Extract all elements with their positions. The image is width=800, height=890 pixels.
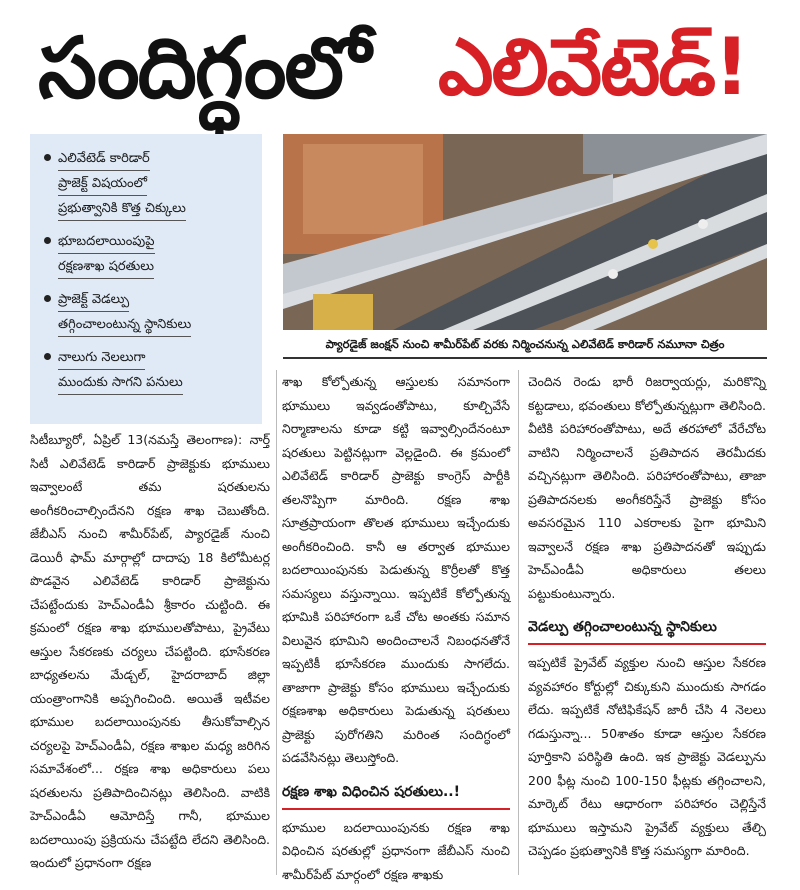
bullet-dot-icon: [44, 353, 51, 360]
subheading: రక్షణ శాఖ విధించిన షరతులు..!: [282, 778, 510, 810]
paragraph: శాఖ కోల్పోతున్న ఆస్తులకు సమానంగా భూములు ఇవ్వడంతోపాటు, కూల్చివేసే నిర్మాణాలను కూడా కట్టి ఇవ్వాల్సిందేనంటూ షరతులు పెట్టినట్లుగా వెల్లడైంది. ఈ క్రమంలో ఎలివేటెడ్ కారిడార్ ప్రాజెక్టు కాంగ్రెస్ పార్టీకి తలనొప్పిగా మారింది. రక్షణ శాఖ సూత్రప్రాయంగా తొలత భూములు ఇచ్చేందుకు అంగీకరించింది. కానీ ఆ తర్వాత భూముల బదలాయింపునకు పెడుతున్న కొర్రీలతో కొత్త సమస్యలు వస్తున్నాయి. ఇప్పటికే కోల్పోతున్న భూమికి పరిహారంగా ఒకే చోట అంతకు సమాన విలువైన భూమిని అందించాలనే నిబంధనతోనే ఇప్పటికీ భూసేకరణ ముందుకు సాగలేదు. తాజాగా ప్రాజెక్టు కోసం భూములు ఇచ్చేందుకు రక్షణశాఖ అధికారులు పెడుతున్న షరతులు ప్రాజెక్టు పురోగతిని మరింత సందిగ్ధంలో పడవేసినట్లు తెలుస్తోంది.: [282, 374, 510, 765]
bullet-line: ప్రాజెక్ట్ విషయంలో: [58, 173, 147, 196]
headline-part1: సందిగ్ధంలో: [38, 19, 369, 117]
bullet-line: ప్రభుత్వానికి కొత్త చిక్కులు: [58, 198, 186, 221]
summary-bullets: [30, 134, 262, 424]
paragraph: సిటీబ్యూరో, ఏప్రిల్ 13(నమస్తే తెలంగాణ): నార్త్ సిటీ ఎలివేటెడ్ కారిడార్ ప్రాజెక్టుకు భూములు ఇవ్వాలంటే తమ షరతులను అంగీకరించాల్సిందేనని రక్షణ శాఖ చెబుతోంది. జేబీఎస్ నుంచి శామీర్‌పేట్, ప్యారడైజ్ నుంచి డెయిరీ ఫామ్ మార్గాల్లో దాదాపు 18 కిలోమీటర్ల పొడవైన ఎలివేటెడ్ కారిడార్ ప్రాజెక్టును చేపట్టేందుకు హెచ్‌ఎండీఏ శ్రీకారం చుట్టింది. ఈ క్రమంలో రక్షణ శాఖ భూములతోపాటు, ప్రైవేటు ఆస్తుల సేకరణకు చర్యలు చేపట్టింది. భూసేకరణ బాధ్యతలను మేడ్చల్, హైదరాబాద్ జిల్లా యంత్రాంగానికి అప్పగించింది. అయితే ఇటీవల భూముల బదలాయింపునకు తీసుకోవాల్సిన చర్యలపై హెచ్‌ఎండీఏ, రక్షణ శాఖల మధ్య జరిగిన సమావేశంలో... రక్షణ శాఖ అధికారులు పలు షరతులను ప్రతిపాదించినట్లు తెలిసింది. వాటికి హెచ్‌ఎండీఏ ఆమోదిస్తే గానీ, భూముల బదలాయింపు ప్రక్రియను చేపట్టేది లేదని తెలిసింది. ఇందులో ప్రధానంగా రక్షణ: [30, 432, 270, 870]
column-divider: [518, 370, 519, 875]
paragraph: ఇప్పటికే ప్రైవేట్ వ్యక్తుల నుంచి ఆస్తుల సేకరణ వ్యవహారం కోర్టుల్లో చిక్కుకుని ముందుకు సాగడం లేదు. ఇప్పటికే నోటిఫికేషన్ జారీ చేసి 4 నెలలు గడుస్తున్నా... 50శాతం కూడా ఆస్తుల సేకరణ పూర్తికాని పరిస్థితి ఉంది. ఇక ప్రాజెక్టు వెడల్పును 200 ఫీట్ల నుంచి 100-150 ఫీట్లకు తగ్గించాలని, మార్కెట్ రేటు ఆధారంగా పరిహారం చెల్లిస్తేనే భూములు ఇస్తామని ప్రైవేట్ వ్యక్తులు తేల్చి చెప్పడం ప్రభుత్వానికి కొత్త సమస్యగా మారింది.: [528, 655, 766, 858]
bullet-item: [44, 231, 254, 279]
headline-part2: ఎలివేటెడ్!: [438, 23, 748, 113]
column-divider: [276, 370, 277, 875]
bullet-item: [44, 148, 254, 221]
paragraph: భూముల బదలాయింపునకు రక్షణ శాఖ విధించిన షరతుల్లో ప్రధానంగా జేబీఎస్ నుంచి శామీర్‌పేట్ మార్గంలో రక్షణ శాఖకు: [282, 819, 510, 882]
bullet-dot-icon: [44, 154, 51, 161]
bullet-line: ముందుకు సాగని పనులు: [58, 372, 183, 395]
bullet-line: భూబదలాయింపుపై: [58, 231, 155, 254]
headline: [20, 14, 780, 126]
bullet-line: నాలుగు నెలలుగా: [58, 347, 145, 370]
bullet-line: రక్షణశాఖ షరతులు: [58, 256, 154, 279]
bullet-item: [44, 347, 254, 395]
paragraph: చెందిన రెండు భారీ రిజర్వాయర్లు, మరికొన్ని కట్టడాలు, భవంతులు కోల్పోతున్నట్లుగా తెలిసింది. వీటికి పరిహారంతోపాటు, అదే తరహాలో వేరేచోట వాటిని నిర్మించాలనే ప్రతిపాదన తెరమీదకు వచ్చినట్లుగా తెలిసింది. పరిహారంతోపాటు, తాజా ప్రతిపాదనలకు అంగీకరిస్తేనే ప్రాజెక్టు కోసం అవసరమైన 110 ఎకరాలకు పైగా భూమిని ఇవ్వాలనే రక్షణ శాఖ ప్రతిపాదనతో ఇప్పుడు హెచ్‌ఎండీఏ అధికారులు తలలు పట్టుకుంటున్నారు.: [528, 374, 766, 601]
photo-illustration: [283, 134, 767, 330]
elevated-corridor-photo: [283, 134, 767, 330]
subheading: వెడల్పు తగ్గించాలంటున్న స్థానికులు: [528, 613, 766, 645]
bullet-dot-icon: [44, 237, 51, 244]
bullet-dot-icon: [44, 295, 51, 302]
bullet-item: [44, 289, 254, 337]
photo-caption: ప్యారడైజ్ జంక్షన్ నుంచి శామీర్‌పేట్ వరకు నిర్మించనున్న ఎలివేటెడ్ కారిడార్ నమూనా చిత్రం: [283, 333, 767, 359]
article-column-2: [282, 370, 510, 886]
bullet-line: తగ్గించాలంటున్న స్థానికులు: [58, 314, 191, 337]
article-column-3: [528, 370, 766, 863]
bullet-line: ఎలివేటెడ్ కారిడార్: [58, 148, 150, 171]
article-column-1: [30, 428, 270, 875]
bullet-line: ప్రాజెక్ట్ వెడల్పు: [58, 289, 129, 312]
